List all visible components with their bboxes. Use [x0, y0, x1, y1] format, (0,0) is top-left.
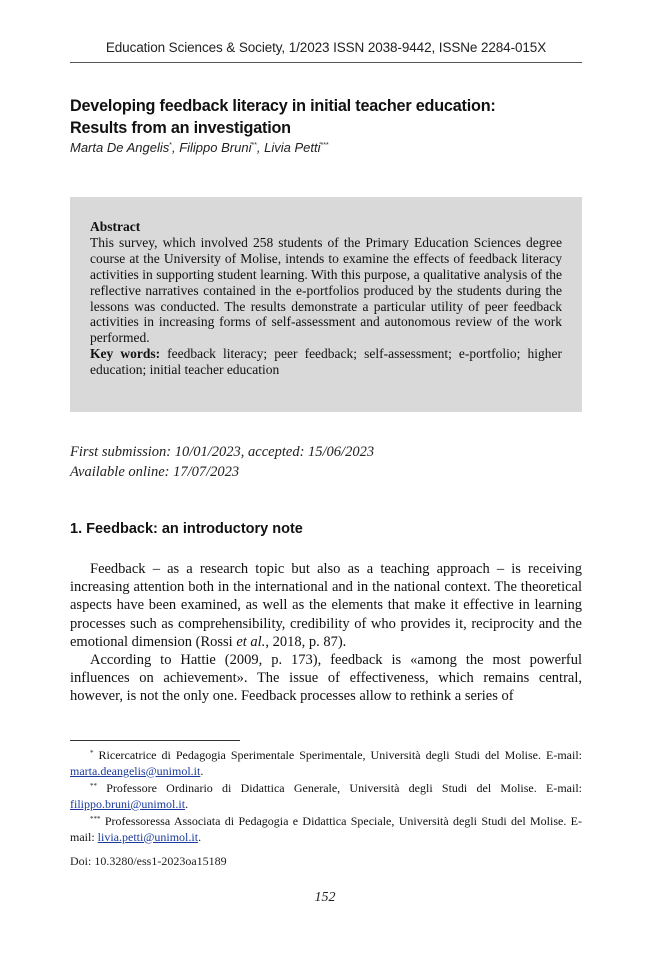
author-name: Filippo Bruni [179, 140, 252, 155]
keywords-label: Key words: [90, 346, 161, 362]
online-date: Available online: 17/07/2023 [70, 464, 240, 480]
footnote-end: . [200, 763, 204, 778]
author-mark: *** [320, 142, 329, 149]
email-link[interactable]: filippo.bruni@unimol.it [70, 796, 186, 811]
footnote-end: . [198, 829, 202, 844]
page-number: 152 [314, 890, 336, 905]
article-title [70, 95, 582, 139]
abstract-content [90, 219, 562, 378]
footnote-text: Professoressa Associata di Pedagogia e Didattica Speciale, Università degli Studi del Molise. E-mail: [70, 814, 582, 844]
footnote-end: . [185, 796, 189, 811]
running-head: Education Sciences & Society, 1/2023 ISSN 2038-9442, ISSNe 2284-015X [105, 40, 547, 55]
title-line-1: Developing feedback literacy in initial teacher education: [70, 97, 496, 115]
author-separator: , [171, 140, 180, 155]
footnote [70, 779, 582, 812]
author-mark: ** [251, 142, 257, 149]
paragraph: According to Hattie (2009, p. 173), feedback is «among the most powerful influences on achievement». The issue of effectiveness, which remains central, however, is not the only one. Feedback processes allow to rethink a series of [70, 652, 582, 705]
footnote-mark: *** [90, 815, 101, 823]
author-list [70, 140, 582, 155]
abstract-text: This survey, which involved 258 students of the Primary Education Sciences degree course at the University of Molise, intends to examine the effects of feedback literacy activities in supporting student learning. With this purpose, a qualitative analysis of the reflective narratives contained in the e-portfolios produced by the students during the lessons was conducted. The results demonstrate a particular utility of peer feedback activities in increasing forms of self-assessment and autonomous review of the work performed. [90, 234, 562, 346]
doi: Doi: 10.3280/ess1-2023oa15189 [70, 854, 227, 868]
footnote-text: Professore Ordinario di Didattica Generale, Università degli Studi del Molise. E-mail: [97, 781, 582, 795]
abstract-box [70, 197, 582, 412]
footnotes [70, 746, 582, 845]
email-link[interactable]: livia.petti@unimol.it [97, 829, 199, 844]
author-name: Livia Petti [264, 140, 321, 155]
footnote-text: Ricercatrice di Pedagogia Sperimentale Sperimentale, Università degli Studi del Molise. E-mail: [93, 748, 582, 762]
footnote [70, 812, 582, 845]
author-name: Marta De Angelis [70, 140, 170, 155]
author-separator: , [256, 140, 265, 155]
email-link[interactable]: marta.deangelis@unimol.it [70, 763, 201, 778]
section-heading: 1. Feedback: an introductory note [70, 521, 303, 537]
keywords-list: feedback literacy; peer feedback; self-assessment; e-portfolio; higher education; initial teacher education [90, 346, 562, 378]
paragraph [70, 560, 582, 651]
header-rule [70, 62, 582, 63]
title-line-2: Results from an investigation [70, 119, 291, 137]
footnote [70, 746, 582, 779]
body-text [70, 560, 582, 706]
paragraph-text: Feedback – as a research topic but also as a teaching approach – is receiving increasing attention both in the international and in the national context. The theoretical aspects have been examined, as well as the elements that make it effective in learning processes such as comprehensibility, credibility of who provides it, reciprocity and the emotional dimension (Rossi [70, 561, 582, 650]
abstract-heading: Abstract [90, 219, 141, 234]
footnote-mark: * [90, 749, 94, 757]
footnote-rule [70, 740, 240, 741]
publication-dates [70, 442, 582, 482]
footnote-mark: ** [90, 782, 97, 790]
paragraph-text: , 2018, p. 87). [265, 633, 347, 650]
submission-date: First submission: 10/01/2023, accepted: 15/06/2023 [70, 444, 375, 460]
citation-italic: et al. [236, 633, 266, 650]
author-mark: * [169, 142, 172, 149]
keywords [90, 346, 562, 378]
